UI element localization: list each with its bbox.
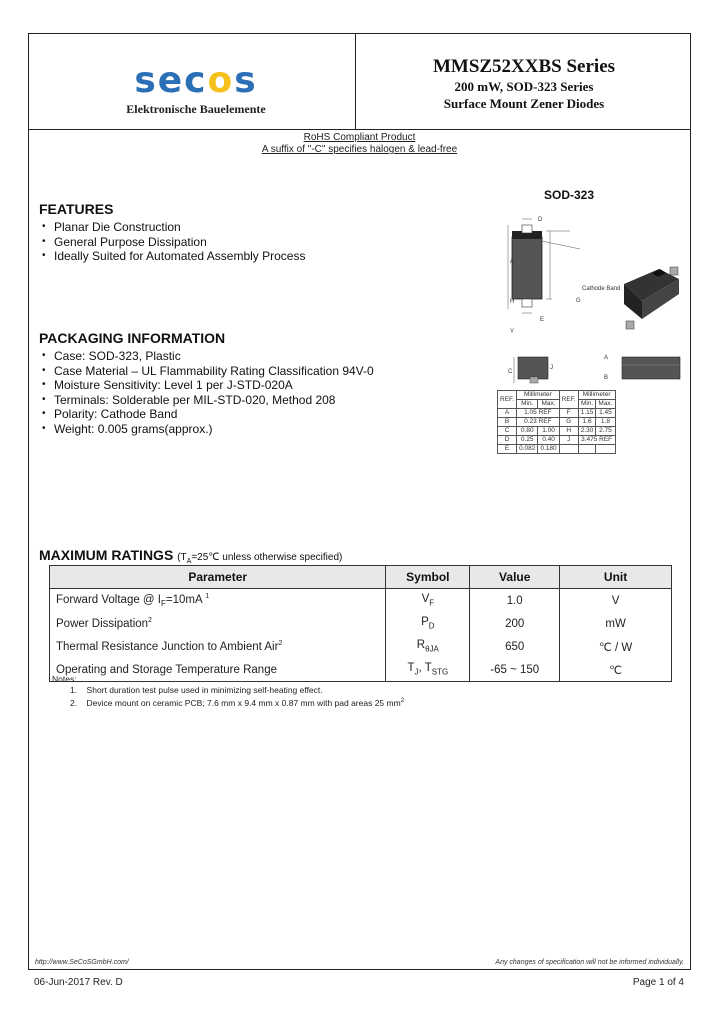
list-item: • Polarity: Cathode Band: [41, 407, 374, 422]
table-cell: [596, 445, 615, 454]
packaging-list: [41, 349, 374, 437]
param-rest: =10mA: [165, 593, 203, 606]
list-item: • General Purpose Dissipation: [41, 235, 305, 250]
ratings-cond-suffix: =25℃ unless otherwise specified): [191, 552, 343, 563]
table-cell: [578, 445, 596, 454]
table-cell: 0.80: [517, 427, 538, 436]
table-cell: 2.75: [596, 427, 615, 436]
note-ref: 2: [278, 640, 283, 648]
symbol: P: [421, 616, 429, 629]
list-item: • Moisture Sensitivity: Level 1 per J-STD-020A: [41, 378, 374, 393]
symbol-sub: θJA: [425, 644, 439, 654]
ratings-title: [39, 547, 342, 565]
dim-letter-a-side: A: [604, 355, 609, 361]
unit-cell: ℃: [560, 658, 672, 682]
ratings-conditions: [177, 552, 342, 563]
table-cell: A: [498, 409, 517, 418]
param-power-dissipation: [50, 612, 386, 635]
note-ref: 1: [205, 592, 210, 600]
symbol-cell: [386, 635, 470, 658]
table-cell: 1.6: [578, 418, 596, 427]
table-cell: 0.25: [517, 436, 538, 445]
symbol-sub-2: STG: [431, 667, 449, 677]
package-outline-diagram: [474, 209, 684, 384]
table-header-max: Max.: [596, 400, 615, 409]
page-frame: [28, 33, 691, 970]
company-logo: [121, 62, 271, 117]
product-title: MMSZ52XXBS Series: [432, 56, 616, 77]
table-row: [498, 436, 616, 445]
table-row: [50, 612, 672, 635]
table-cell: E: [498, 445, 517, 454]
table-header-unit: Millimeter: [578, 391, 615, 400]
table-row: [498, 409, 616, 418]
table-row: [498, 445, 616, 454]
packaging-title: PACKAGING INFORMATION: [39, 330, 226, 346]
symbol-sub: F: [429, 598, 435, 608]
header-parameter: Parameter: [50, 566, 386, 589]
param-text: Forward Voltage @ I: [56, 593, 161, 606]
dim-letter-a: A: [510, 259, 515, 265]
param-text: Power Dissipation: [56, 617, 149, 630]
param-thermal-resistance: [50, 635, 386, 658]
ratings-cond-sub: A: [186, 558, 192, 565]
list-item: • Terminals: Solderable per MIL-STD-020, Method 208: [41, 393, 374, 408]
note-item: [52, 696, 404, 709]
dim-letter-e: E: [540, 317, 545, 323]
table-cell: 0.23 REF: [517, 418, 560, 427]
table-cell: G: [559, 418, 578, 427]
cathode-band-label: Cathode Band: [582, 286, 621, 292]
header-divider: [29, 129, 690, 130]
unit-cell: ℃ / W: [560, 635, 672, 658]
unit-cell: mW: [560, 612, 672, 635]
table-cell: 0.40: [538, 436, 559, 445]
list-item: • Weight: 0.005 grams(approx.): [41, 422, 374, 437]
logo-text: secos: [134, 60, 258, 101]
table-cell: 2.30: [578, 427, 596, 436]
footer-page-number: Page 1 of 4: [632, 977, 684, 988]
footer-url[interactable]: http://www.SeCoSGmbH.com/: [35, 959, 129, 966]
table-row: [498, 418, 616, 427]
table-cell: 0.082: [517, 445, 538, 454]
logo-subtitle: Elektronische Bauelemente: [126, 102, 266, 116]
list-item: • Ideally Suited for Automated Assembly Process: [41, 249, 305, 264]
notes: [52, 674, 404, 709]
header-value: Value: [470, 566, 560, 589]
list-item: • Case Material – UL Flammability Rating Classification 94V-0: [41, 364, 374, 379]
ratings-heading: MAXIMUM RATINGS: [39, 547, 174, 563]
list-item: • Planar Die Construction: [41, 220, 305, 235]
note-text: Device mount on ceramic PCB; 7.6 mm x 9.4 mm x 0.87 mm with pad areas 25 mm: [86, 697, 401, 708]
notes-title: Notes:: [52, 674, 77, 684]
param-sub: F: [161, 599, 166, 609]
dimension-table: [497, 390, 616, 454]
value-cell: 200: [470, 612, 560, 635]
symbol-mid: , T: [418, 662, 432, 675]
table-cell: F: [559, 409, 578, 418]
note-text: Short duration test pulse used in minimizing self-heating effect.: [86, 685, 323, 695]
note-number: 1.: [70, 685, 78, 695]
max-ratings-table: [49, 565, 672, 682]
table-cell: 1.00: [538, 427, 559, 436]
symbol: V: [421, 593, 430, 606]
table-cell: 1.45: [596, 409, 615, 418]
note-sup: 2: [400, 698, 405, 704]
note-item: [52, 685, 404, 696]
title-block: [359, 56, 689, 112]
table-cell: J: [559, 436, 578, 445]
table-cell: 0.180: [538, 445, 559, 454]
header-unit: Unit: [560, 566, 672, 589]
value-cell: -65 ~ 150: [470, 658, 560, 682]
header-vertical-divider: [355, 34, 356, 129]
value-cell: 650: [470, 635, 560, 658]
table-header-unit: Millimeter: [517, 391, 560, 400]
table-row: [498, 427, 616, 436]
symbol-sub: J: [414, 667, 419, 677]
rohs-line-1: RoHS Compliant Product: [303, 132, 416, 143]
list-item: • Case: SOD-323, Plastic: [41, 349, 374, 364]
dim-letter-d: D: [538, 217, 543, 223]
param-text: Thermal Resistance Junction to Ambient Air: [56, 640, 279, 653]
dim-letter-b: B: [604, 375, 609, 381]
product-subtitle-2: Surface Mount Zener Diodes: [443, 96, 605, 111]
table-header-min: Min.: [517, 400, 538, 409]
footer-date: 06-Jun-2017 Rev. D: [34, 977, 123, 988]
dim-letter-g: G: [576, 298, 581, 304]
rohs-line-2: A suffix of "-C" specifies halogen & lead-free: [261, 144, 458, 155]
note-number: 2.: [70, 697, 78, 708]
table-cell: D: [498, 436, 517, 445]
dim-letter-h: H: [510, 299, 515, 305]
logo-wordmark: [121, 62, 271, 100]
dim-letter-c: C: [508, 369, 513, 375]
symbol: R: [416, 639, 426, 652]
table-cell: 1.8: [596, 418, 615, 427]
table-row: [50, 635, 672, 658]
table-cell: 1.05 REF: [517, 409, 560, 418]
symbol-cell: [386, 612, 470, 635]
dim-letter-y: Y: [510, 329, 515, 335]
table-header-max: Max.: [538, 400, 559, 409]
param-temperature-range: Operating and Storage Temperature Range: [50, 658, 386, 682]
dim-letter-j: J: [550, 365, 553, 371]
features-list: [41, 220, 305, 264]
unit-cell: V: [560, 589, 672, 613]
table-header-ref: REF.: [559, 391, 578, 409]
note-ref: 2: [148, 617, 152, 625]
table-header-min: Min.: [578, 400, 596, 409]
header-symbol: Symbol: [386, 566, 470, 589]
rohs-notice: [29, 132, 690, 156]
package-label: SOD-323: [544, 188, 595, 202]
symbol: T: [407, 662, 415, 675]
table-cell: 1.15: [578, 409, 596, 418]
table-cell: C: [498, 427, 517, 436]
features-title: FEATURES: [39, 201, 114, 217]
table-cell: H: [559, 427, 578, 436]
table-cell: 3.475 REF: [578, 436, 615, 445]
table-cell: [559, 445, 578, 454]
symbol-cell: [386, 589, 470, 613]
table-header-ref: REF.: [498, 391, 517, 409]
value-cell: 1.0: [470, 589, 560, 613]
ratings-cond-prefix: (T: [177, 552, 187, 563]
table-row: [50, 589, 672, 613]
param-forward-voltage: [50, 589, 386, 613]
symbol-sub: D: [428, 621, 435, 631]
product-subtitle-1: 200 mW, SOD-323 Series: [454, 79, 594, 94]
footer-disclaimer: Any changes of specification will not be informed individually.: [495, 959, 684, 966]
table-cell: B: [498, 418, 517, 427]
